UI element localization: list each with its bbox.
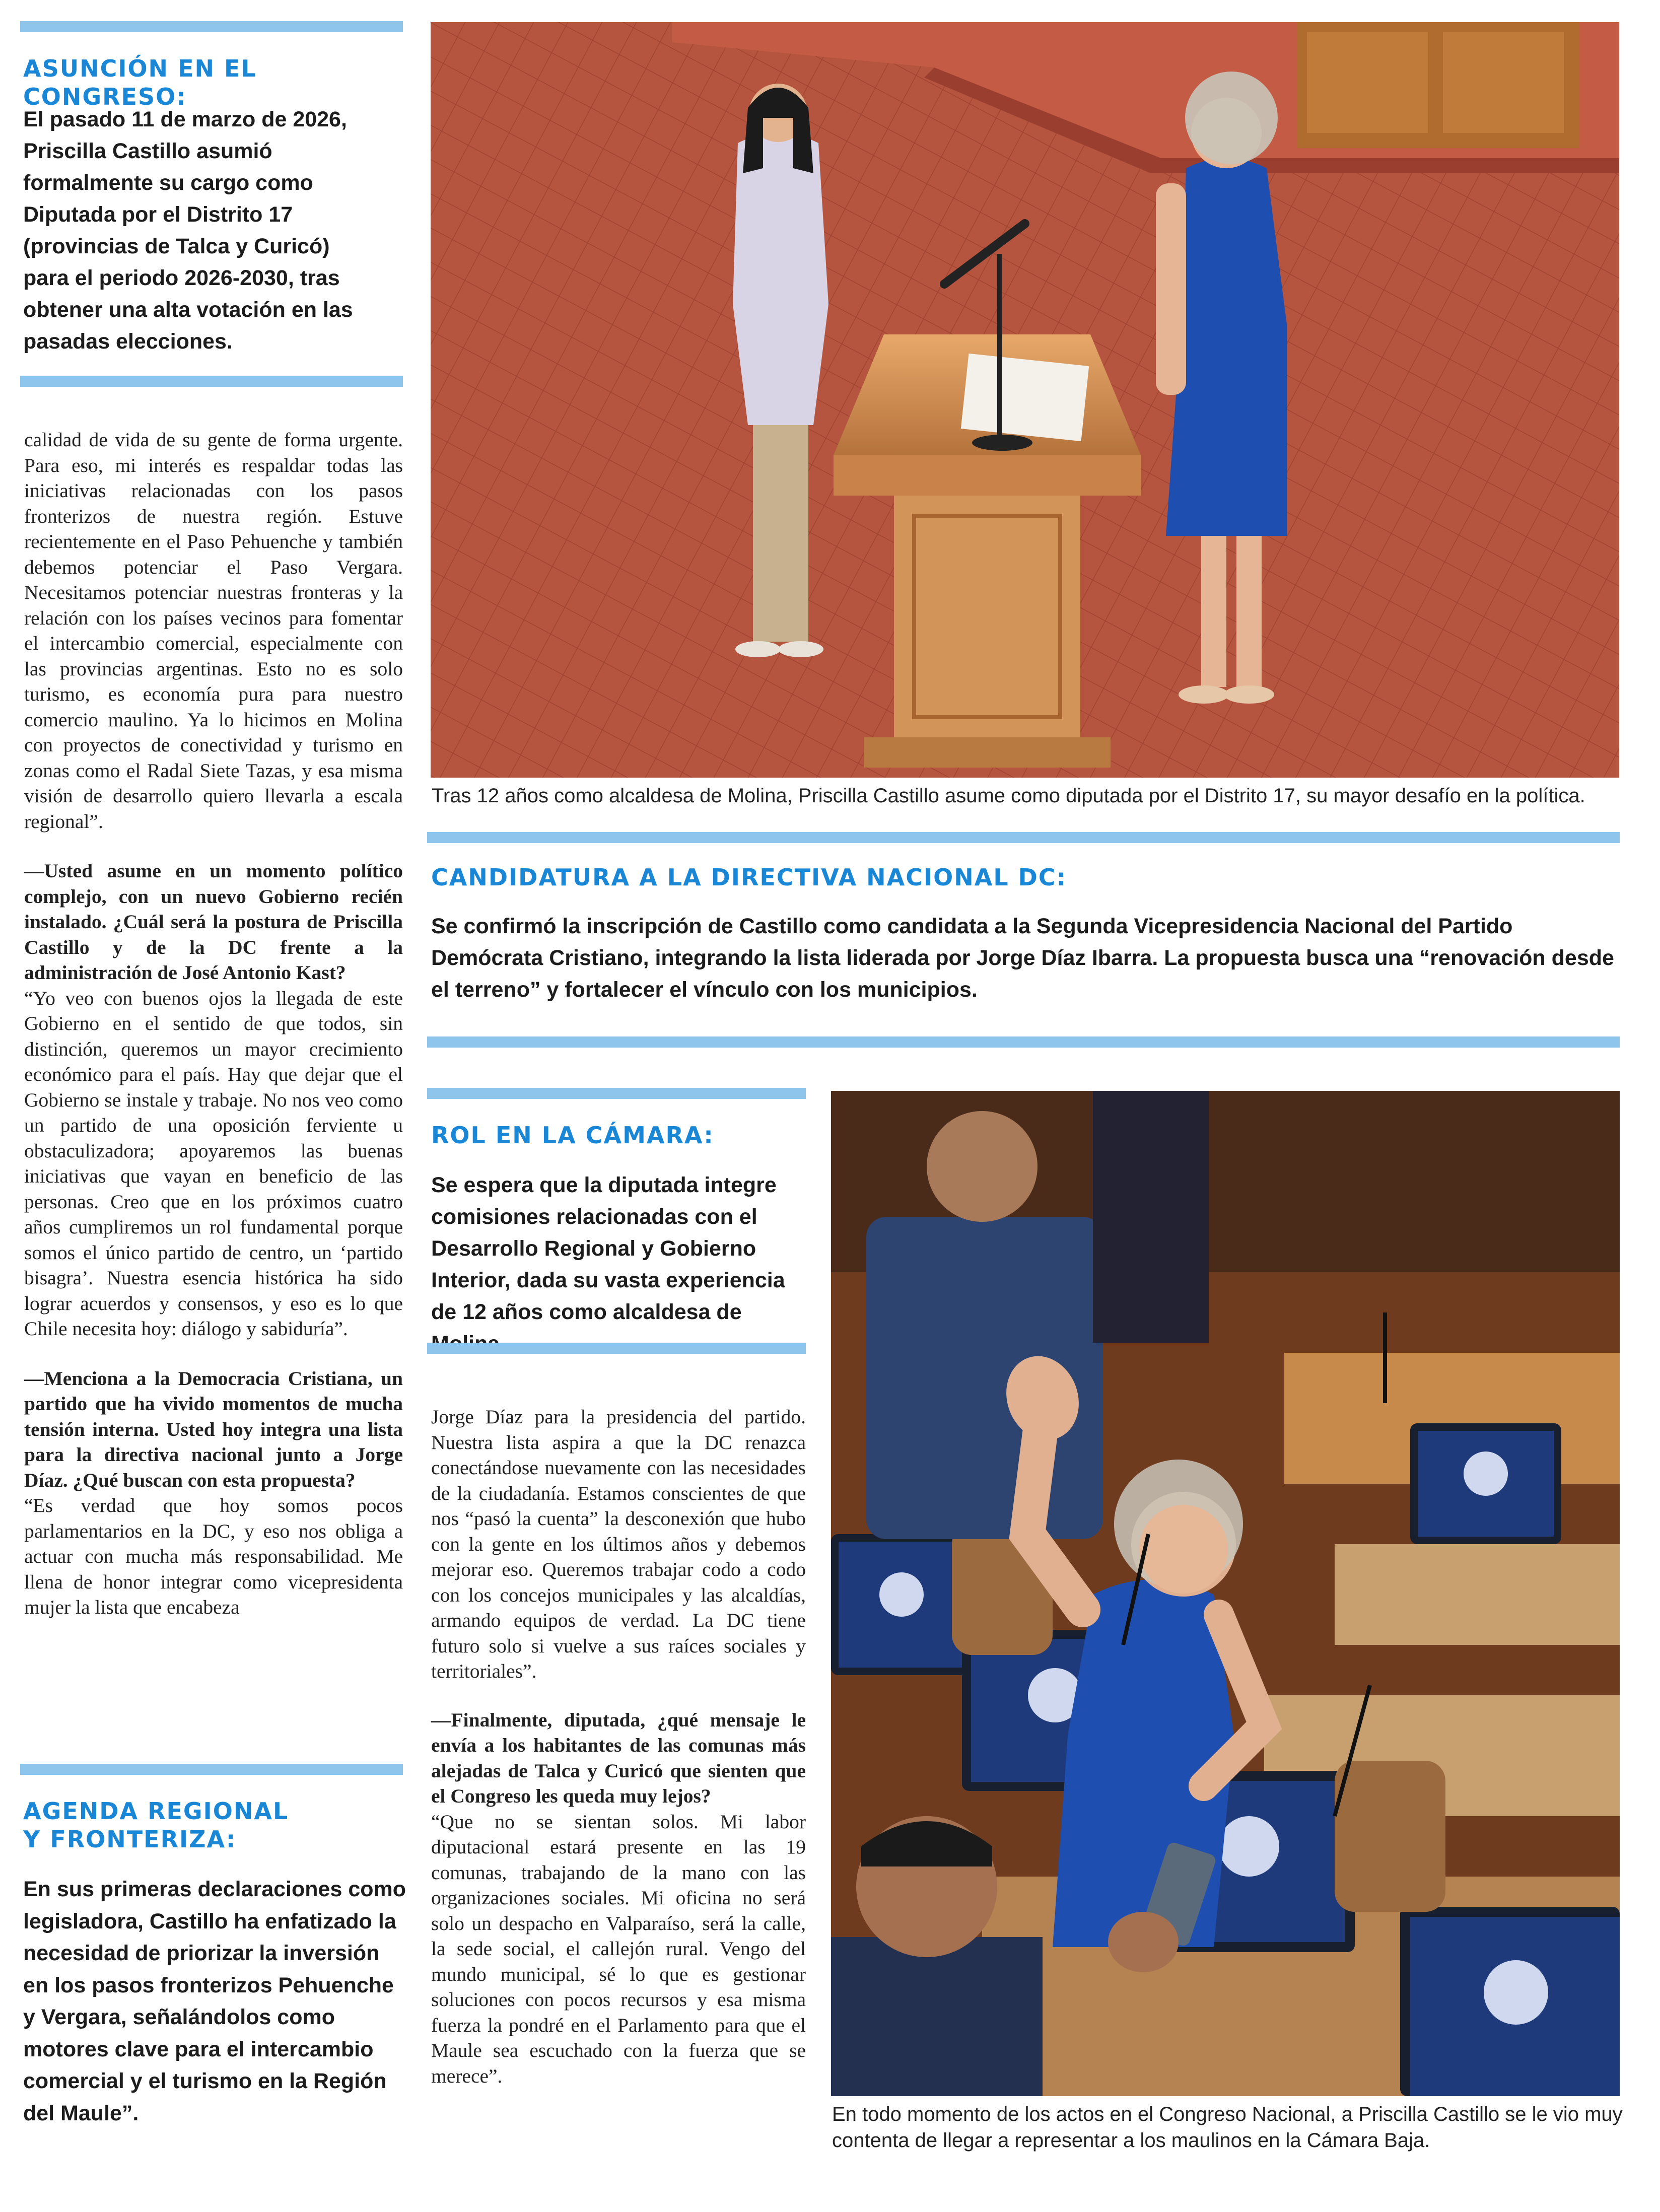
- photo1-caption: Tras 12 años como alcaldesa de Molina, Priscilla Castillo asume como diputada por el Distrito 17, su mayor desafío en la política.: [432, 785, 1585, 807]
- box2-title: [23, 1797, 406, 1853]
- photo2-caption: En todo momento de los actos en el Congreso Nacional, a Priscilla Castillo se le vio muy contenta de llegar a representar a los maulinos en la Cámara Baja.: [832, 2103, 1623, 2152]
- col1-answer-2: “Es verdad que hoy somos pocos parlamentarios en la DC, y eso nos obliga a actuar con mucha más responsabilidad. Me llena de honor integrar como vicepresidenta mujer la lista que encabeza: [24, 1494, 403, 1618]
- article-column-1: [24, 427, 403, 1620]
- chamber-photo: [831, 1091, 1620, 2096]
- box4-text: Se espera que la diputada integre comisiones relacionadas con el Desarrollo Regional y Gobierno Interior, dada su vasta experiencia de 12 años como alcaldesa de: [431, 1173, 785, 1324]
- box3-bottom-bar: [427, 1036, 1620, 1048]
- box3-text: Se confirmó la inscripción de Castillo como candidata a la Segunda Vicepresidencia Nacional del Partido Demócrata Cristiano, integrando la lista liderada por Jorge Díaz Ibarra. La propuesta busca una “renovación desde el terreno” y fortalecer el vínculo con los municipios.: [431, 914, 1614, 1002]
- box3-top-bar: [427, 832, 1620, 843]
- col1-paragraph-1: calidad de vida de su gente de forma urgente. Para eso, mi interés es respaldar todas las iniciativas relacionadas con los pasos fronterizos de nuestra región. Estuve recientemente en el Paso Pehuenche y también debemos potenciar el Paso Vergara. Necesitamos potenciar nuestras fronteras y la relación con los países vecinos para fomentar el intercambio comercial, especialmente con las provincias argentinas. Esto no es solo turismo, es economía pura para nuestro comercio maulino. Ya lo hicimos en Molina con proyectos de conectividad y turismo en zonas como el Radal Siete Tazas, y esa misma visión de desarrollo quiero llevarla a escala regional”.: [24, 429, 403, 833]
- box2-text: En sus primeras declaraciones como legisladora, Castillo ha enfatizado la necesidad de priorizar la inversión en los pasos fronterizos Pehuenche y Vergara, señalándolos como motores clave para el intercambio comercial y el turismo en la Región del Maule”.: [23, 1877, 406, 2125]
- box1-text: El pasado 11 de marzo de 2026, Priscilla Castillo asumió formalmente su cargo como Diputada por el Distrito 17 (provincias de Talca y Curicó) para el periodo 2026-2030, tras obtener una alta votación en las pasadas elecciones.: [23, 107, 353, 354]
- col1-question-2: —Menciona a la Democracia Cristiana, un partido que ha vivido momentos de mucha tensión interna. Usted hoy integra una lista para la directiva nacional junto a Jorge Díaz. ¿Qué buscan con esta propuesta?: [24, 1367, 403, 1491]
- col2-question-1: —Finalmente, diputada, ¿qué mensaje le envía a los habitantes de las comunas más alejadas de Talca y Curicó que sienten que el Congreso les queda muy lejos?: [431, 1708, 806, 1807]
- col2-paragraph-1: Jorge Díaz para la presidencia del partido. Nuestra lista aspira a que la DC renazca conectándose nuevamente con las necesidades de la ciudadanía. Estamos conscientes de que nos “pasó la cuenta” la desconexión que hubo con la gente en los últimos años y debemos mejorar eso. Queremos trabajar codo a codo con los concejos municipales y las alcaldías, armando equipos de verdad. La DC tiene futuro solo si vuelve a sus raíces sociales y territoriales”.: [431, 1406, 806, 1682]
- box4-title: ROL EN LA CÁMARA:: [431, 1122, 714, 1149]
- box4-bottom-bar: [427, 1343, 806, 1354]
- box2-top-bar: [20, 1764, 403, 1775]
- box3-title: CANDIDATURA A LA DIRECTIVA NACIONAL DC:: [431, 864, 1067, 891]
- col1-answer-1: “Yo veo con buenos ojos la llegada de este Gobierno en el sentido de que todos, sin distinción, queremos un mayor crecimiento económico para el país. Hay que dejar que el Gobierno se instale y trabaje. No nos veo como un partido de una oposición ferviente u obstaculizadora; apoyaremos las buenas iniciativas que vayan en beneficio de las personas. Creo que en los próximos cuatro años cumpliremos un rol fundamental porque somos el único partido de centro, un ‘partido bisagra’. Nuestra esencia histórica ha sido lograr acuerdos y consensos, y eso es lo que Chile necesita hoy: diálogo y sabiduría”.: [24, 987, 403, 1340]
- document-sheet: [961, 354, 1089, 441]
- article-column-2: [431, 1404, 806, 2089]
- box4-top-bar: [427, 1088, 806, 1099]
- box2-title-line2: Y FRONTERIZA:: [23, 1826, 237, 1853]
- chamber-illustration: [831, 1091, 1620, 2096]
- swearing-in-photo: [431, 22, 1619, 778]
- col2-answer-1: “Que no se sientan solos. Mi labor diputacional estará presente en las 19 comunas, trabajando de la mano con las organizaciones sociales. Mi oficina no será solo un despacho en Valparaíso, será la calle, la sede social, el callejón rural. Vengo del mundo municipal, sé lo que es gestionar soluciones con pocos recursos y esa misma fuerza la pondré en el Parlamento para que el Maule sea escuchado con la fuerza que se merece”.: [431, 1810, 806, 2087]
- box1-bottom-bar: [20, 376, 403, 387]
- swearing-in-illustration: [431, 22, 1619, 778]
- box1-top-bar: [20, 21, 403, 32]
- box1-title: ASUNCIÓN EN EL CONGRESO:: [23, 55, 257, 110]
- box2-title-line1: AGENDA REGIONAL: [23, 1798, 289, 1825]
- col1-question-1: —Usted asume en un momento político complejo, con un nuevo Gobierno recién instalado. ¿Cuál será la postura de Priscilla Castillo y de la DC frente a la administración de José Antonio Kast?: [24, 860, 403, 984]
